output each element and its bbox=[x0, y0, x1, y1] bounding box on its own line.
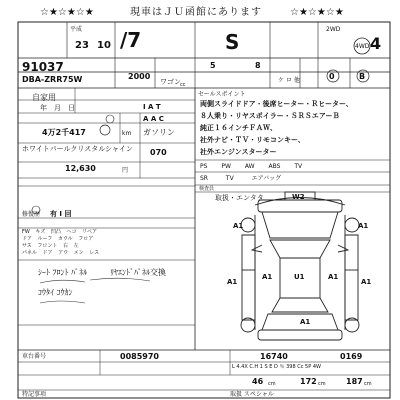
footer-left: 特記事項 bbox=[22, 391, 47, 398]
ref-label: 16740 bbox=[260, 352, 288, 361]
handwritten-note-2: ｺｳﾀｲ ｺｳｶﾝ bbox=[38, 288, 73, 297]
lot-slash: /7 bbox=[120, 28, 142, 52]
model-code: DBA-ZRR75W bbox=[22, 75, 83, 84]
seats-value: 8 bbox=[255, 61, 261, 70]
date-label: 年 月 日 bbox=[40, 104, 75, 112]
mark-a1-fr: A1 bbox=[358, 222, 369, 230]
price-unit: 円 bbox=[122, 167, 129, 174]
mark-a1-mr: A1 bbox=[361, 278, 372, 286]
era-mark: 平成 bbox=[70, 26, 83, 33]
size-line: L 4.4X C.H 1 S E D ％ 398 Cc 5P 4W bbox=[232, 364, 321, 370]
fuel-type: ガソリン bbox=[143, 128, 175, 137]
grade-value: S bbox=[225, 30, 240, 54]
option-line-5: 社外エンジンスターター bbox=[200, 148, 277, 156]
chassis-label: 車台番号 bbox=[22, 353, 47, 360]
exterior-grade: 0 bbox=[329, 72, 335, 81]
color-name: ホワイトパールクリスタルシャイン bbox=[22, 145, 133, 153]
transmission: I A T bbox=[143, 103, 161, 111]
start-price: 12,630 bbox=[65, 164, 96, 173]
fields-row2: ドア ルーフ カウル フロア bbox=[22, 236, 94, 242]
equipment-row-2: SR TV エアバッグ bbox=[200, 175, 282, 182]
year-value: 23 bbox=[75, 40, 89, 51]
mark-a1-fl: A1 bbox=[233, 222, 244, 230]
mark-a1-r: A1 bbox=[328, 273, 339, 281]
inspector-note: 取扱・エンタタ bbox=[215, 194, 264, 202]
color-code: 070 bbox=[150, 148, 167, 157]
mileage-value: 4万2千417 bbox=[42, 128, 86, 137]
height-value: 187 bbox=[346, 377, 363, 386]
option-line-2: ８人乗り・リヤスポイラー・ＳＲＳエアーＢ bbox=[200, 112, 340, 120]
options-heading: セールスポイント bbox=[198, 91, 246, 98]
cc-unit: cc bbox=[180, 82, 186, 88]
4wd-stamp: 4WD bbox=[355, 43, 370, 50]
header-title: 現車はＪＵ函館にあります bbox=[130, 7, 262, 18]
doors-value: 5 bbox=[210, 61, 216, 70]
handwritten-note-1: ｼｰﾄ ﾌﾛﾝﾄ ﾊﾟﾈﾙ bbox=[38, 268, 88, 277]
lot-number: 91037 bbox=[22, 60, 64, 74]
equipment-row: PS PW AW ABS TV bbox=[200, 163, 303, 170]
handwritten-note-1b: ﾘﾔｴﾝﾄﾞﾊﾟﾈﾙ交換 bbox=[110, 268, 166, 277]
mark-u1-roof: U1 bbox=[294, 273, 305, 281]
header-stars-right: ☆★☆★☆★ bbox=[290, 7, 344, 18]
option-line-1: 両側スライドドア・後席ヒーター・Ｒヒーター、 bbox=[200, 100, 353, 108]
displacement: 2000 bbox=[128, 72, 151, 81]
mark-w2: W2 bbox=[292, 193, 305, 201]
inspector-label: 検査員 bbox=[199, 186, 215, 192]
width-unit: cm bbox=[318, 381, 326, 387]
ref-value-2: 0169 bbox=[340, 352, 363, 361]
score-value: 4 bbox=[370, 34, 382, 53]
header-stars-left: ☆★☆★☆★ bbox=[40, 7, 94, 18]
fields-row4: パネル ドア アウ メン レス bbox=[22, 250, 100, 256]
history-value: 有 I 回 bbox=[50, 210, 72, 218]
checkbox-marks: ケ ロ 他 bbox=[278, 77, 300, 84]
option-line-4: 社外ナビ・ＴＶ・リモコンキー、 bbox=[200, 136, 305, 144]
ac-value: A A C bbox=[143, 115, 164, 123]
body-type: ワゴン bbox=[160, 78, 181, 86]
fields-row3: サス フロント 右 左 bbox=[22, 243, 79, 249]
fields-row1: FW キズ 凹凸 ヘコ リペア bbox=[22, 229, 98, 235]
footer-right: 取扱 スペシャル bbox=[230, 391, 274, 398]
mark-a1-l: A1 bbox=[262, 273, 273, 281]
drive-label: 2WD bbox=[326, 26, 341, 33]
mark-a1-rear: A1 bbox=[300, 318, 311, 326]
interior-grade: B bbox=[359, 72, 366, 81]
height-unit: cm bbox=[364, 381, 372, 387]
width-value: 172 bbox=[300, 377, 317, 386]
length-unit: cm bbox=[268, 381, 276, 387]
mark-a1-ml: A1 bbox=[227, 278, 238, 286]
option-line-3: 純正１６インチＦＡＷ、 bbox=[200, 124, 277, 132]
use-type: 自家用 bbox=[32, 93, 56, 102]
length-value: 46 bbox=[252, 377, 264, 386]
mileage-unit: km bbox=[122, 130, 132, 137]
history-label: 修復歴 bbox=[22, 211, 41, 218]
chassis-number: 0085970 bbox=[120, 352, 159, 361]
month-value: 10 bbox=[97, 40, 111, 51]
